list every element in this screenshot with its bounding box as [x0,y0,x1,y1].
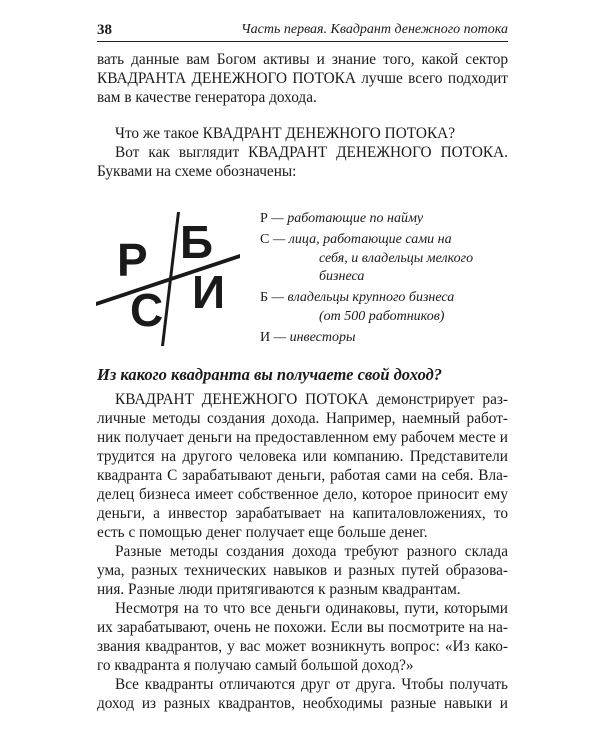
legend-line [260,210,423,228]
body-line: их зарабатывают, очень не похожи. Если вы посмотрите на на- [97,619,508,636]
legend-line [260,289,454,307]
body-line: личные методы создания дохода. Например, наемный работ- [97,410,508,427]
intro-line: вать данные вам Богом активы и знание того, какой сектор [97,51,508,68]
legend-text: инвесторы [289,330,356,345]
body-line: ния. Разные люди притягиваются к разным квадрантам. [97,581,461,598]
diagram-letter-s: С [130,284,164,336]
body-line: ник получает деньги на предоставленном ему рабочем месте и [97,429,508,446]
legend-key: С [260,232,270,247]
legend-key: И [260,330,271,345]
legend-dash: — [271,290,284,305]
legend-dash: — [271,211,284,226]
intro-line: КВАДРАНТА ДЕНЕЖНОГО ПОТОКА лучше всего подходит [97,70,508,87]
legend-dash: — [272,232,286,247]
legend-dash: — [273,330,287,345]
diagram-letter-r: Р [117,234,148,286]
cashflow-quadrant-diagram [94,208,242,348]
intro-line: вам в качестве генератора дохода. [97,89,317,106]
question-line: Вот как выглядит КВАДРАНТ ДЕНЕЖНОГО ПОТОКА. [115,144,508,161]
legend-line [260,329,355,347]
question-line: Буквами на схеме обозначены: [97,163,297,180]
legend-key: Б [260,290,269,305]
page-number: 38 [97,22,112,38]
body-line: деньги, а инвестор зарабатывает на капиталовложениях, то [97,505,508,522]
body-line: трудится на другого человека или компанию. Представители [97,448,508,465]
body-line: доход из разных квадрантов, необходимы разные навыки и [97,695,508,712]
body-line: Несмотря на то что все деньги одинаковы, пути, которыми [115,600,508,617]
legend-text: лица, работающие сами на [288,232,452,247]
diagram-axis-vertical [161,212,180,346]
running-header: Часть первая. Квадрант денежного потока [241,22,508,37]
body-line: квадранта С зарабатывают деньги, работая сами на себя. Вла- [97,467,508,484]
body-line: есть с помощью денег получает еще больше денег. [97,524,428,541]
body-line: ума, разных технических навыков и разных путей образова- [97,562,508,579]
question-line: Что же такое КВАДРАНТ ДЕНЕЖНОГО ПОТОКА? [115,125,456,142]
body-line: Все квадранты отличаются друг от друга. Чтобы получать [115,676,508,693]
body-line: звания квадрантов, у вас может возникнуть вопрос: «Из како- [97,638,508,655]
legend-text: владельцы крупного бизнеса [287,290,455,305]
legend-line [260,231,452,249]
diagram-letter-b: Б [180,216,214,268]
body-line: го квадранта я получаю самый большой доход?» [97,657,414,674]
legend-line-continued: бизнеса [319,269,365,284]
body-line: Разные методы создания дохода требуют разного склада [115,543,508,560]
legend-key: Р [260,211,268,226]
legend-line-continued: (от 500 работников) [319,309,445,324]
legend-text: работающие по найму [287,211,424,226]
diagram-letter-i: И [192,266,226,318]
body-line: КВАДРАНТ ДЕНЕЖНОГО ПОТОКА демонстрирует раз- [115,391,508,408]
section-subheading: Из какого квадранта вы получаете свой доход? [97,365,443,384]
header-rule [97,41,508,42]
legend-line-continued: себя, и владельцы мелкого [319,251,474,266]
body-line: делец бизнеса имеет собственное дело, которое приносит ему [97,486,508,503]
